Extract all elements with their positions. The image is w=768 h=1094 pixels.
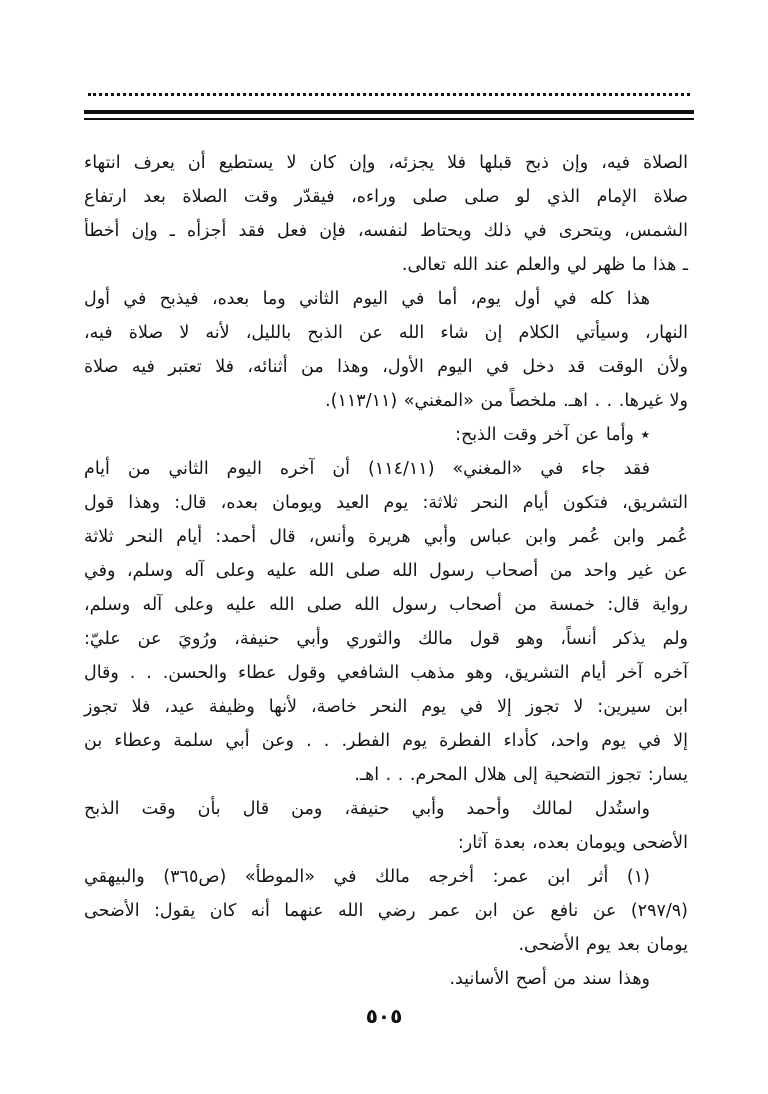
dotted-rule <box>88 93 690 96</box>
text-line: ولم يذكر أنساً، وهو قول مالك والثوري وأبي حنيفة، ورُويَ عن عليّ: <box>84 629 688 649</box>
text-line: صلاة الإمام الذي لو صلى صلى وراءه، فيقدّر وقت الصلاة بعد ارتفاع <box>84 187 688 207</box>
text-line: عُمر وابن عُمر وابن عباس وأبي هريرة وأنس، قال أحمد: أيام النحر ثلاثة <box>84 527 688 547</box>
text-line: رواية قال: خمسة من أصحاب رسول الله صلى الله عليه وعلى آله وسلم، <box>84 595 688 615</box>
text-line: إلا في يوم واحد، كأداء الفطرة يوم الفطر. . . وعن أبي سلمة وعطاء بن <box>84 731 688 751</box>
text-block <box>84 146 688 996</box>
text-line: هذا كله في أول يوم، أما في اليوم الثاني وما بعده، فيذبح في أول <box>84 289 650 309</box>
text-line: يسار: تجوز التضحية إلى هلال المحرم. . . اهـ. <box>354 765 688 785</box>
footnote-line: (٢٩٧/٩) عن نافع عن ابن عمر رضي الله عنهما أنه كان يقول: الأضحى <box>84 901 688 921</box>
text-line: عن غير واحد من أصحاب رسول الله صلى الله عليه وعلى آله وسلم، وفي <box>84 561 688 581</box>
text-line: وهذا سند من أصح الأسانيد. <box>449 969 650 989</box>
text-line: التشريق، فتكون أيام النحر ثلاثة: يوم العيد ويومان بعده، قال: وهذا قول <box>84 493 688 513</box>
page-number: ٥٠٥ <box>365 1004 403 1028</box>
text-line: الصلاة فيه، وإن ذبح قبلها فلا يجزئه، وإن كان لا يستطيع أن يعرف انتهاء <box>84 153 688 173</box>
text-line: الشمس، ويتحرى في ذلك ويحتاط لنفسه، فإن فعل فقد أجزأه ـ وإن أخطأ <box>84 221 688 241</box>
text-line: النهار، وسيأتي الكلام إن شاء الله عن الذبح بالليل، لأنه لا صلاة فيه، <box>84 323 688 343</box>
text-line: ولأن الوقت قد دخل في اليوم الأول، وهذا من أثنائه، فلا تعتبر فيه صلاة <box>84 357 688 377</box>
text-line: ابن سيرين: لا تجوز إلا في يوم النحر خاصة، لأنها وظيفة عيد، فلا تجوز <box>84 697 688 717</box>
section-heading-line: ٭ وأما عن آخر وقت الذبح: <box>455 425 650 445</box>
text-line: ـ هذا ما ظهر لي والعلم عند الله تعالى. <box>401 255 688 275</box>
text-line: فقد جاء في «المغني» (١١٤/١١) أن آخره اليوم الثاني من أيام <box>84 459 650 479</box>
text-line: واستُدل لمالك وأحمد وأبي حنيفة، ومن قال بأن وقت الذبح <box>84 799 650 819</box>
footnote-line: يومان بعد يوم الأضحى. <box>518 935 688 955</box>
text-line: الأضحى ويومان بعده، بعدة آثار: <box>457 833 688 853</box>
text-line: آخره آخر أيام التشريق، وهو مذهب الشافعي وقول عطاء والحسن. . . وقال <box>84 663 688 683</box>
text-line: ولا غيرها. . . اهـ. ملخصاً من «المغني» (١١٣/١١). <box>325 391 688 411</box>
footnote-line: (١) أثر ابن عمر: أخرجه مالك في «الموطأ» (ص٣٦٥) والبيهقي <box>84 867 650 887</box>
double-rule <box>84 110 694 120</box>
